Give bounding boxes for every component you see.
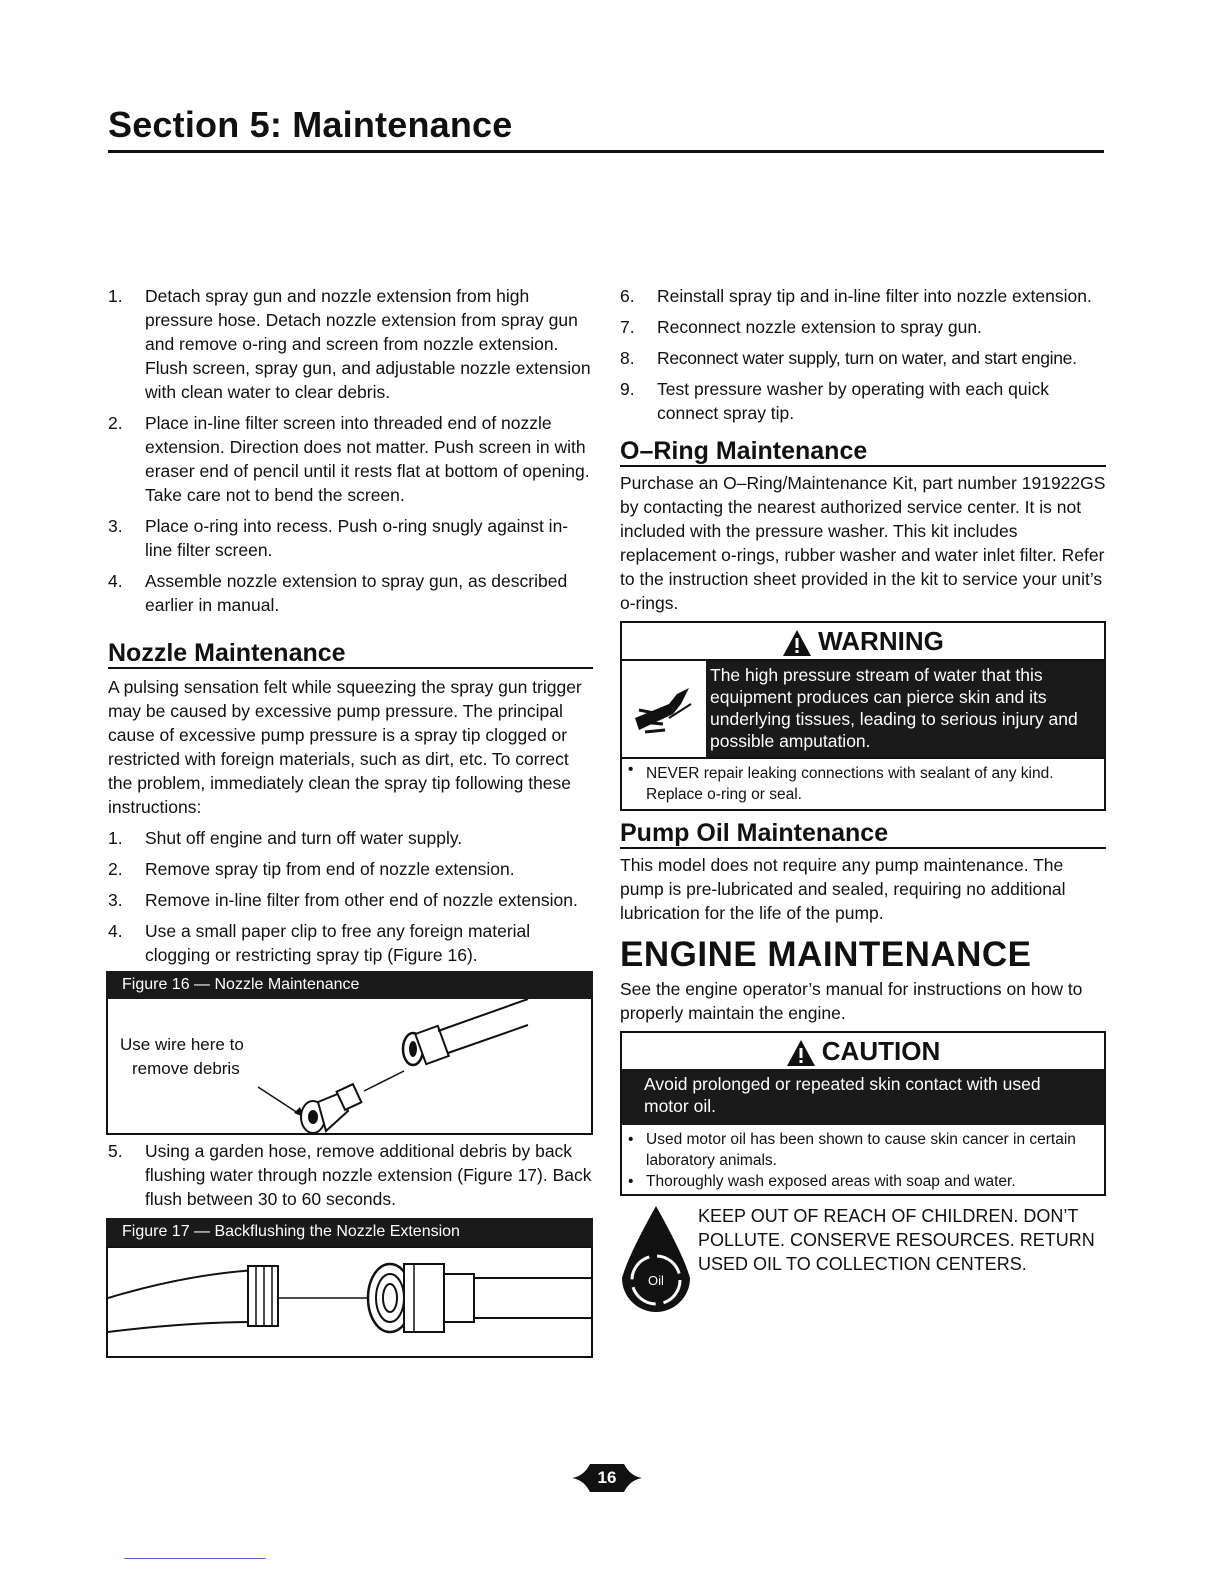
title-rule (108, 150, 1104, 153)
figure-16-caption: Figure 16 — Nozzle Maintenance (106, 971, 593, 999)
step-number: 4. (108, 571, 123, 591)
step-text: Shut off engine and turn off water supply. (145, 828, 463, 848)
step-7 (620, 315, 1106, 339)
label-line: remove debris (132, 1059, 240, 1078)
step-5 (108, 1139, 593, 1211)
backflush-diagram-icon (108, 1248, 591, 1356)
recycle-notice (620, 1204, 1106, 1316)
caution-title: CAUTION (821, 1036, 941, 1066)
step-text: Remove in-line filter from other end of nozzle extension. (145, 890, 578, 910)
page-number: 16 (597, 1468, 617, 1487)
step-text: Place in-line filter screen into threaded end of nozzle extension. Direction does not matter. Push screen in with eraser end of pencil until it rests flat at bottom of opening. Take care not to bend the screen. (145, 413, 590, 505)
nozzle-step-2 (108, 857, 593, 881)
step-2 (108, 411, 593, 507)
warning-box (620, 621, 1106, 811)
step-number: 7. (620, 317, 635, 337)
injection-hazard-icon (622, 661, 706, 757)
pump-text: This model does not require any pump maintenance. The pump is pre-lubricated and sealed, requiring no additional lubrication for the life of the pump. (620, 855, 1066, 923)
oring-text: Purchase an O–Ring/Maintenance Kit, part number 191922GS by contacting the nearest authorized service center. It is not included with the pressure washer. This kit includes replacement o-rings, rubber washer and water inlet filter. Refer to the instruction sheet provided in the kit to service your unit’s o-rings. (620, 473, 1106, 613)
warning-message: The high pressure stream of water that this equipment produces can pierce skin and its underlying tissues, leading to serious injury and possible amputation. (706, 661, 1104, 757)
figure-17 (106, 1218, 593, 1358)
caution-message: Avoid prolonged or repeated skin contact with used motor oil. (622, 1069, 1104, 1125)
figure-17-box (106, 1246, 593, 1358)
nozzle-step-4 (108, 919, 593, 967)
step-number: 1. (108, 286, 123, 306)
nozzle-heading: Nozzle Maintenance (108, 641, 593, 669)
step-text: Reconnect nozzle extension to spray gun. (657, 317, 982, 337)
warning-title: WARNING (818, 626, 944, 656)
step-number: 6. (620, 286, 635, 306)
nozzle-step-3 (108, 888, 593, 912)
figure-16 (106, 971, 593, 1135)
engine-title: ENGINE MAINTENANCE (620, 935, 1032, 974)
warning-body (622, 661, 1104, 759)
nozzle-steps (108, 826, 593, 967)
nozzle-diagram-icon (108, 999, 591, 1133)
step-number: 9. (620, 379, 635, 399)
step-8 (620, 346, 1106, 370)
warning-triangle-icon (782, 629, 812, 657)
step-number: 8. (620, 348, 635, 368)
caution-triangle-icon (786, 1039, 816, 1067)
steps-top (108, 284, 593, 617)
step-number: 3. (108, 516, 123, 536)
step-number: 3. (108, 890, 123, 910)
caution-bullet-1: • Used motor oil has been shown to cause skin cancer in certain laboratory animals. (622, 1129, 1104, 1171)
label-line: Use wire here to (120, 1035, 244, 1054)
warning-bullet: • NEVER repair leaking connections with sealant of any kind. Replace o-ring or seal. (622, 759, 1104, 809)
step-number: 5. (108, 1141, 123, 1161)
oil-label: Oil (648, 1273, 664, 1288)
warning-header (622, 623, 1104, 661)
step-6 (620, 284, 1106, 308)
step-text: Reinstall spray tip and in-line filter into nozzle extension. (657, 286, 1092, 306)
page-number-badge (572, 1460, 642, 1496)
right-column (620, 284, 1106, 1316)
oring-heading: O–Ring Maintenance (620, 439, 1106, 467)
step-text: Assemble nozzle extension to spray gun, as described earlier in manual. (145, 571, 568, 615)
step-1 (108, 284, 593, 404)
caution-box (620, 1031, 1106, 1196)
step-number: 4. (108, 921, 123, 941)
step-text: Detach spray gun and nozzle extension from high pressure hose. Detach nozzle extension from spray gun and remove o-ring and screen from nozzle extension. Flush screen, spray gun, and adjustable nozzle extension with clean water to clear debris. (145, 286, 591, 402)
step-9 (620, 377, 1106, 425)
step-text: Use a small paper clip to free any foreign material clogging or restricting spray tip (Figure 16). (145, 921, 531, 965)
caution-header (622, 1033, 1104, 1069)
step-text: Place o-ring into recess. Push o-ring snugly against in-line filter screen. (145, 516, 569, 560)
figure-16-box (106, 999, 593, 1135)
footer-link-rule (124, 1558, 266, 1559)
step-number: 1. (108, 828, 123, 848)
step-5-list (108, 1139, 593, 1211)
engine-text: See the engine operator’s manual for instructions on how to properly maintain the engine. (620, 979, 1083, 1023)
caution-bullet-2: • Thoroughly wash exposed areas with soap and water. (622, 1171, 1104, 1194)
steps-continued (620, 284, 1106, 425)
pump-heading: Pump Oil Maintenance (620, 821, 1106, 849)
figure-17-caption: Figure 17 — Backflushing the Nozzle Extension (106, 1218, 593, 1246)
step-text: Using a garden hose, remove additional debris by back flushing water through nozzle extension (Figure 17). Back flush between 30 to 60 seconds. (145, 1141, 592, 1209)
recycle-text: KEEP OUT OF REACH OF CHILDREN. DON’T POLLUTE. CONSERVE RESOURCES. RETURN USED OIL TO COLLECTION CENTERS. (698, 1206, 1095, 1274)
step-3 (108, 514, 593, 562)
step-text: Reconnect water supply, turn on water, and start engine. (657, 348, 1077, 368)
step-number: 2. (108, 859, 123, 879)
step-text: Test pressure washer by operating with each quick connect spray tip. (657, 379, 1050, 423)
section-title: Section 5: Maintenance (108, 104, 513, 145)
oil-drop-recycle-icon (620, 1204, 692, 1316)
step-text: Remove spray tip from end of nozzle extension. (145, 859, 515, 879)
nozzle-step-1 (108, 826, 593, 850)
nozzle-intro: A pulsing sensation felt while squeezing the spray gun trigger may be caused by excessive pump pressure. The principal cause of excessive pump pressure is a spray tip clogged or restricted with foreign materials, such as dirt, etc. To correct the problem, immediately clean the spray tip following these instructions: (108, 677, 582, 817)
step-number: 2. (108, 413, 123, 433)
left-column (108, 284, 593, 1358)
step-4 (108, 569, 593, 617)
